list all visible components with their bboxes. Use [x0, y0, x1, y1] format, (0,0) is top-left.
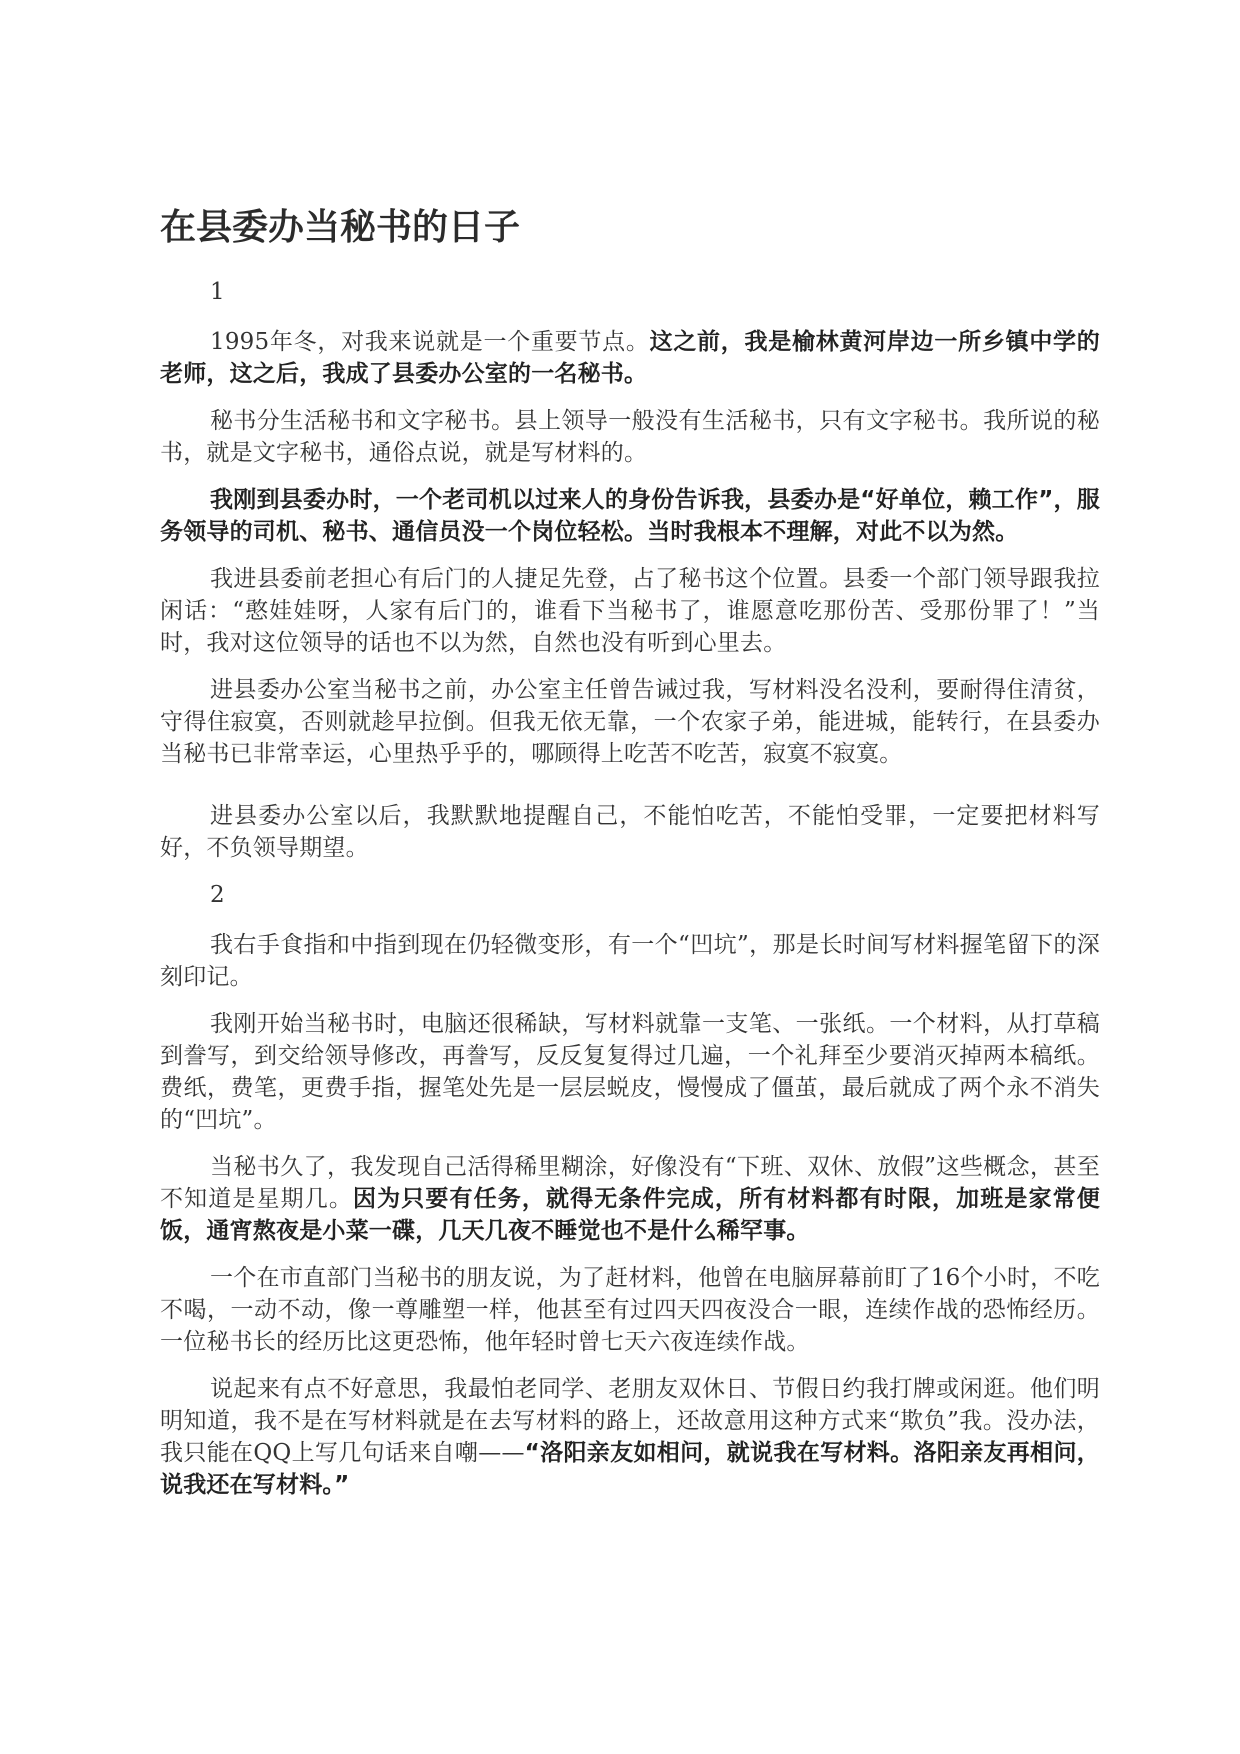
- paragraph: 一个在市直部门当秘书的朋友说，为了赶材料，他曾在电脑屏幕前盯了16个小时，不吃不喝，一动不动，像一尊雕塑一样，他甚至有过四天四夜没合一眼，连续作战的恐怖经历。一位秘书长的经历比这更恐怖，他年轻时曾七天六夜连续作战。: [160, 1265, 1100, 1355]
- bold-text: 这之前，我是榆林黄河岸边一所乡镇中学的老师，这之后，我成了县委办公室的一名秘书。: [160, 329, 1100, 387]
- paragraph: 进县委办公室以后，我默默地提醒自己，不能怕吃苦，不能怕受罪，一定要把材料写好，不负领导期望。: [160, 803, 1100, 861]
- paragraph: 进县委办公室当秘书之前，办公室主任曾告诫过我，写材料没名没利，要耐得住清贫，守得住寂寞，否则就趁早拉倒。但我无依无靠，一个农家子弟，能进城，能转行，在县委办当秘书已非常幸运，心里热乎乎的，哪顾得上吃苦不吃苦，寂寞不寂寞。: [160, 677, 1100, 767]
- paragraph-text: 说起来有点不好意思，我最怕老同学、老朋友双休日、节假日约我打牌或闲逛。他们明明知道，我不是在写材料就是在去写材料的路上，还故意用这种方式来“欺负”我。没办法，我只能在QQ上写几句话来自嘲——: [160, 1376, 1100, 1466]
- paragraph: [160, 326, 1100, 390]
- paragraph: [160, 1151, 1100, 1247]
- paragraph-text: 当秘书久了，我发现自己活得稀里糊涂，好像没有“下班、双休、放假”这些概念，甚至不知道是星期几。: [160, 1154, 1100, 1212]
- paragraph: 秘书分生活秘书和文字秘书。县上领导一般没有生活秘书，只有文字秘书。我所说的秘书，就是文字秘书，通俗点说，就是写材料的。: [160, 408, 1100, 466]
- document-page: [160, 202, 1100, 1516]
- paragraph: 我刚开始当秘书时，电脑还很稀缺，写材料就靠一支笔、一张纸。一个材料，从打草稿到誊写，到交给领导修改，再誊写，反反复复得过几遍，一个礼拜至少要消灭掉两本稿纸。费纸，费笔，更费手指，握笔处先是一层层蜕皮，慢慢成了僵茧，最后就成了两个永不消失的“凹坑”。: [160, 1011, 1100, 1133]
- bold-text: 因为只要有任务，就得无条件完成，所有材料都有时限，加班是家常便饭，通宵熬夜是小菜一碟，几天几夜不睡觉也不是什么稀罕事。: [160, 1186, 1100, 1244]
- paragraph-text: 1995年冬，对我来说就是一个重要节点。: [210, 329, 650, 355]
- paragraph: [160, 1373, 1100, 1501]
- paragraph: 我进县委前老担心有后门的人捷足先登，占了秘书这个位置。县委一个部门领导跟我拉闲话：“憨娃娃呀，人家有后门的，谁看下当秘书了，谁愿意吃那份苦、受那份罪了！”当时，我对这位领导的话也不以为然，自然也没有听到心里去。: [160, 566, 1100, 656]
- bold-text: “洛阳亲友如相问，就说我在写材料。洛阳亲友再相问，说我还在写材料。”: [160, 1440, 1100, 1498]
- article-title: 在县委办当秘书的日子: [160, 207, 521, 248]
- paragraph: 我右手食指和中指到现在仍轻微变形，有一个“凹坑”，那是长时间写材料握笔留下的深刻印记。: [160, 932, 1100, 990]
- section-number: 2: [210, 882, 225, 908]
- section-number: 1: [210, 279, 225, 305]
- bold-paragraph: 我刚到县委办时，一个老司机以过来人的身份告诉我，县委办是“好单位，赖工作”，服务领导的司机、秘书、通信员没一个岗位轻松。当时我根本不理解，对此不以为然。: [160, 487, 1100, 545]
